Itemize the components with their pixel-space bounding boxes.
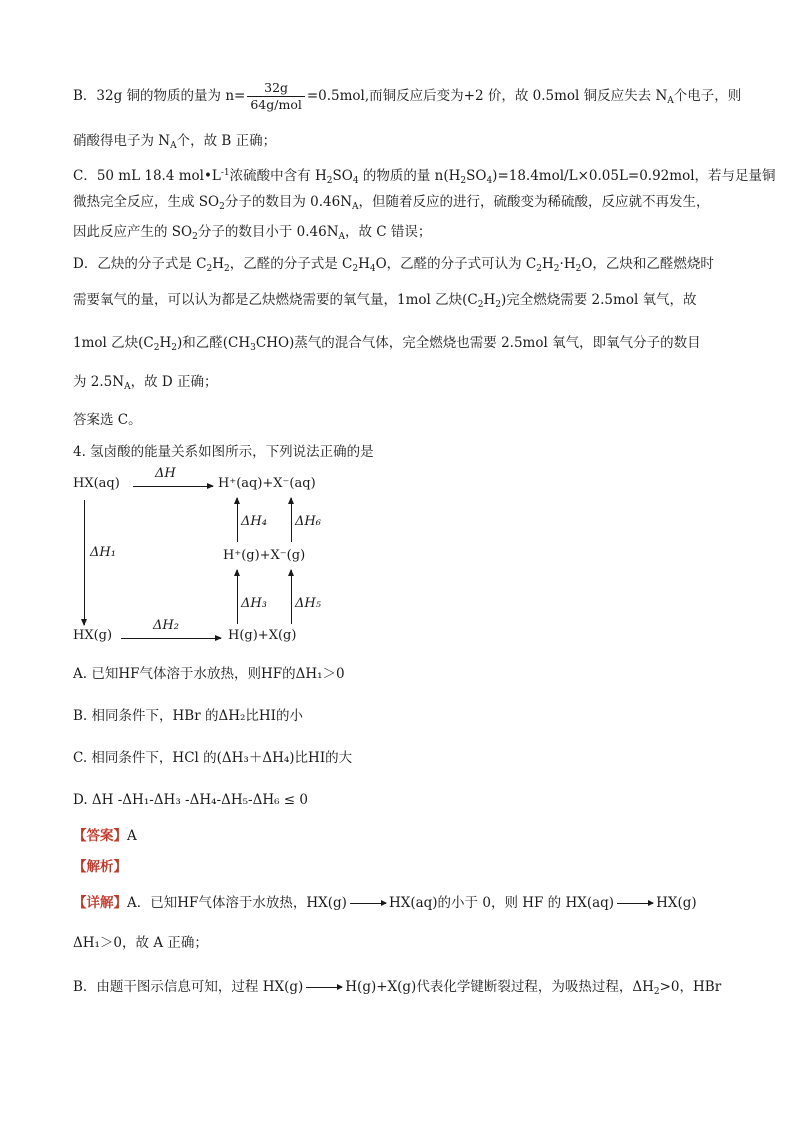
reaction-arrow [306,987,342,988]
dh-label: ΔH [155,466,176,481]
explanation-b-line-1: B．32g 铜的物质的量为 n= $\frac{32g}{\text{64g/mol}}$ =0.5mol,而铜反应后变为+2 价，故 0.5mol 铜反应失去 $N_A$个电子，则 [73,80,742,112]
answer-label: 【答案】 [73,828,127,844]
dh1-label: ΔH₁ [90,545,116,560]
analysis-line [73,857,127,877]
dh4-label: ΔH₄ [241,514,267,529]
detail-a-line-1: 【详解】A．已知HF气体溶于水放热，HX(g) HX(aq)的小于 0，则 HF 的 HX(aq) HX(g) [73,895,697,911]
answer-value: A [127,828,137,844]
dh5-arrow [291,570,292,624]
dh3-label: ΔH₃ [241,596,267,611]
answer-line [73,826,137,846]
atoms-g-label: H(g)+X(g) [228,628,297,643]
explanation-c-line-1: C．50 mL 18.4 $mol•L^{-1}$浓硫酸中含有 $H_2SO_4$ 的物质的量 $n(H_2SO_4)=18.4mol/L\times 0.05L=0.92mol$，若与足量铜 [73,168,776,186]
explanation-c-line-2: 微热完全反应，生成 $SO_2$分子的数目为 $0.46N_A$，但随着反应的进行，硫酸变为稀硫酸，反应就不再发生， [73,194,710,212]
analysis-label: 【解析】 [73,859,127,875]
dh5-label: ΔH₅ [295,596,321,611]
explanation-b-line-2: 硝酸得电子为 $N_A$个，故 B 正确； [73,133,277,151]
explanation-d-line-4: 为 $2.5N_A$，故 D 正确； [73,374,218,392]
reaction-arrow [350,903,386,904]
ions-aq-label: H⁺(aq)+X⁻(aq) [218,476,316,491]
explanation-d-line-1: D．乙炔的分子式是 $C_2H_2$，乙醛的分子式是 $C_2H_4O$，乙醛的分子式可认为 $C_2H_2\cdot H_2O$，乙炔和乙醛燃烧时 [73,256,714,274]
explanation-d-line-3: 1mol 乙炔$(C_2H_2)$和乙醛$(CH_3CHO)$蒸气的混合气体，完全燃烧也需要 2.5mol 氧气，即氧气分子的数目 [73,335,701,353]
option-d: D. ΔH -ΔH₁-ΔH₃ -ΔH₄-ΔH₅-ΔH₆ ≤ 0 [73,792,308,808]
option-b: B. 相同条件下，HBr 的ΔH₂比HI的小 [73,708,303,724]
dh3-arrow [237,570,238,624]
fraction: $\frac{32g}{\text{64g/mol}}$ [247,80,305,113]
hx-g-label: HX(g) [73,628,113,643]
reaction-arrow [617,903,653,904]
dh2-label: ΔH₂ [153,618,179,633]
detail-a-line-2: ΔH₁＞0，故 A 正确； [73,935,208,951]
dh4-arrow [237,498,238,542]
previous-answer: 答案选 C。 [73,412,142,428]
hx-aq-label: HX(aq) [73,476,120,491]
energy-cycle-diagram [73,468,333,648]
detail-b-line-1: B．由题干图示信息可知，过程 HX(g) H(g)+X(g)代表化学键断裂过程，为吸热过程，$\Delta H_2>0$，HBr [73,979,722,997]
dh6-arrow [291,498,292,542]
dh-arrow [133,486,213,487]
option-a: A. 已知HF气体溶于水放热，则HF的ΔH₁＞0 [73,666,345,682]
dh2-arrow [121,638,221,639]
question-4-stem: 4. 氢卤酸的能量关系如图所示，下列说法正确的是 [73,444,374,460]
explanation-d-line-2: 需要氧气的量，可以认为都是乙炔燃烧需要的氧气量，1mol 乙炔$(C_2H_2)$完全燃烧需要 2.5mol 氧气，故 [73,292,697,310]
ions-g-label: H⁺(g)+X⁻(g) [223,548,306,563]
dh1-arrow [84,500,85,625]
dh6-label: ΔH₆ [295,514,321,529]
detail-label: 【详解】 [73,895,127,911]
explanation-c-line-3: 因此反应产生的 $SO_2$分子的数目小于 $0.46N_A$，故 C 错误； [73,224,432,242]
option-c: C. 相同条件下，HCl 的(ΔH₃＋ΔH₄)比HI的大 [73,750,353,766]
